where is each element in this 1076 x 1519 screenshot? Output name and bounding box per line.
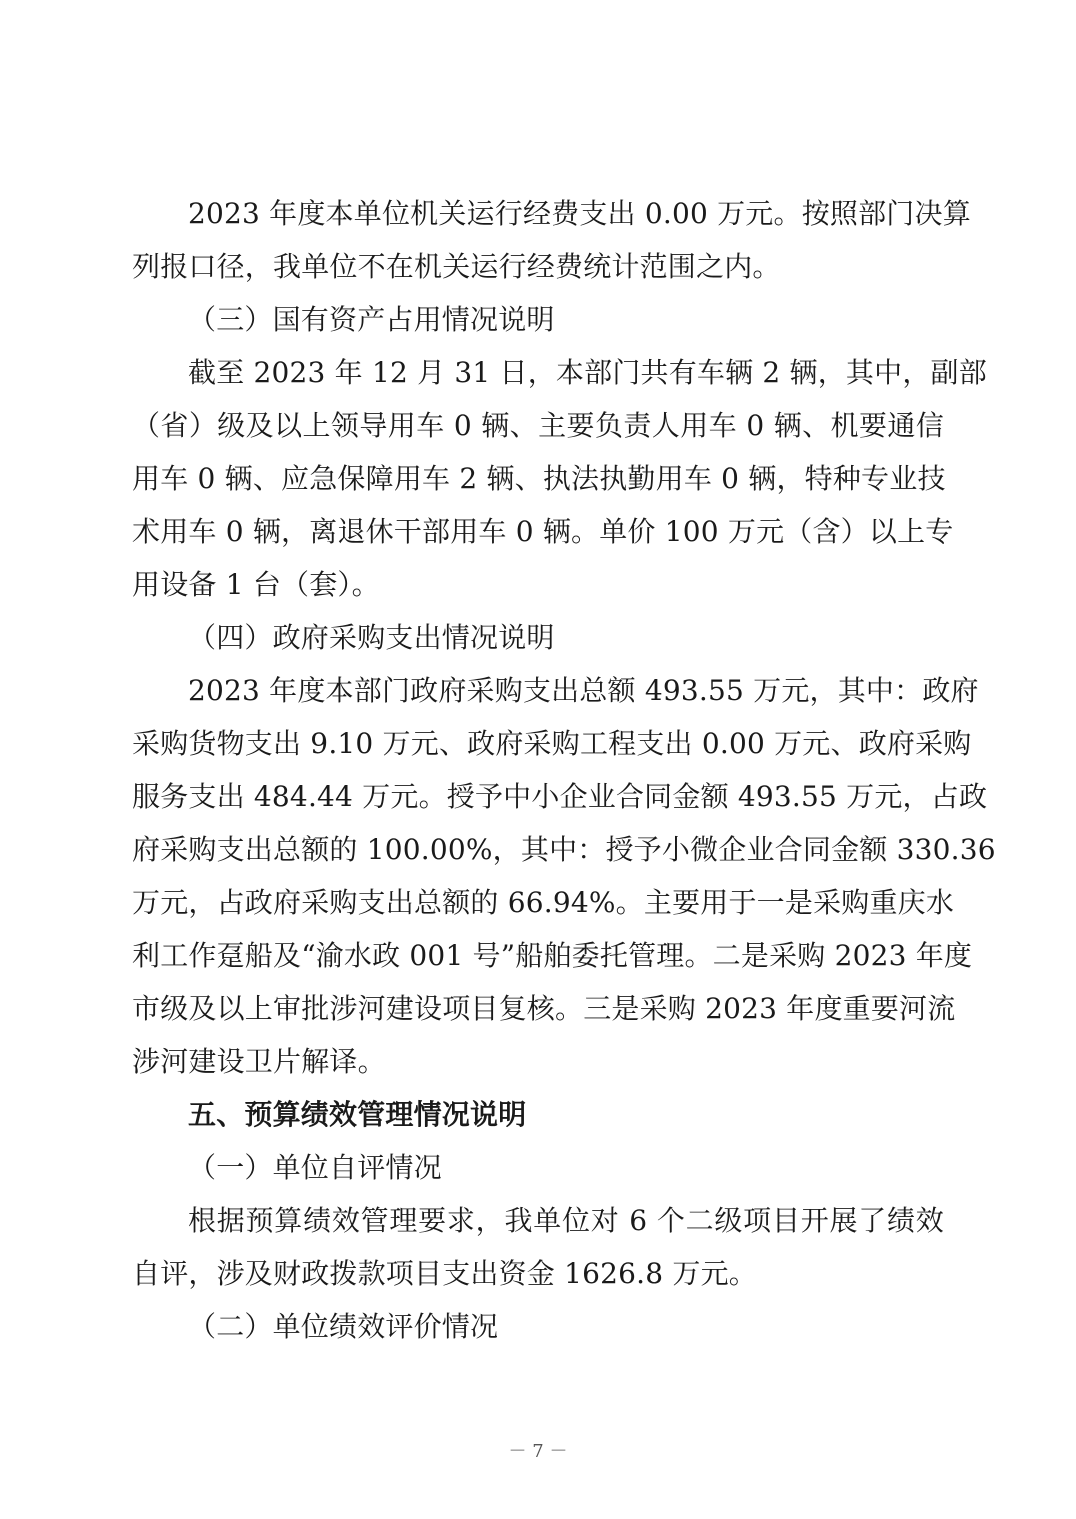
paragraph-line: 府采购支出总额的 100.00%，其中：授予小微企业合同金额 330.36 <box>132 833 996 866</box>
paragraph-line: 2023 年度本单位机关运行经费支出 0.00 万元。按照部门决算 <box>188 197 971 230</box>
section-heading: （二）单位绩效评价情况 <box>188 1310 499 1343</box>
paragraph-line: 2023 年度本部门政府采购支出总额 493.55 万元，其中：政府 <box>188 674 979 707</box>
paragraph-line: 用设备 1 台（套）。 <box>132 568 380 601</box>
section-heading: （四）政府采购支出情况说明 <box>188 621 555 654</box>
paragraph-line: 利工作趸船及“渝水政 001 号”船舶委托管理。二是采购 2023 年度 <box>132 939 973 972</box>
section-heading: （一）单位自评情况 <box>188 1151 442 1184</box>
paragraph-line: 万元，占政府采购支出总额的 66.94%。主要用于一是采购重庆水 <box>132 886 955 919</box>
page-number: － 7 － <box>508 1441 568 1462</box>
paragraph-line: 自评，涉及财政拨款项目支出资金 1626.8 万元。 <box>132 1257 757 1290</box>
paragraph-line: 截至 2023 年 12 月 31 日，本部门共有车辆 2 辆，其中，副部 <box>188 356 987 389</box>
paragraph-line: 术用车 0 辆，离退休干部用车 0 辆。单价 100 万元（含）以上专 <box>132 515 954 548</box>
paragraph-line: 服务支出 484.44 万元。授予中小企业合同金额 493.55 万元，占政 <box>132 780 988 813</box>
paragraph-line: 市级及以上审批涉河建设项目复核。三是采购 2023 年度重要河流 <box>132 992 956 1025</box>
paragraph-line: 列报口径，我单位不在机关运行经费统计范围之内。 <box>132 250 781 283</box>
paragraph-line: 采购货物支出 9.10 万元、政府采购工程支出 0.00 万元、政府采购 <box>132 727 972 760</box>
paragraph-line: 根据预算绩效管理要求，我单位对 6 个二级项目开展了绩效 <box>188 1204 944 1237</box>
paragraph-line: 用车 0 辆、应急保障用车 2 辆、执法执勤用车 0 辆，特种专业技 <box>132 462 946 495</box>
paragraph-line: （省）级及以上领导用车 0 辆、主要负责人用车 0 辆、机要通信 <box>132 409 944 442</box>
section-heading: （三）国有资产占用情况说明 <box>188 303 555 336</box>
chapter-heading: 五、预算绩效管理情况说明 <box>188 1098 527 1131</box>
paragraph-line: 涉河建设卫片解译。 <box>132 1045 386 1078</box>
